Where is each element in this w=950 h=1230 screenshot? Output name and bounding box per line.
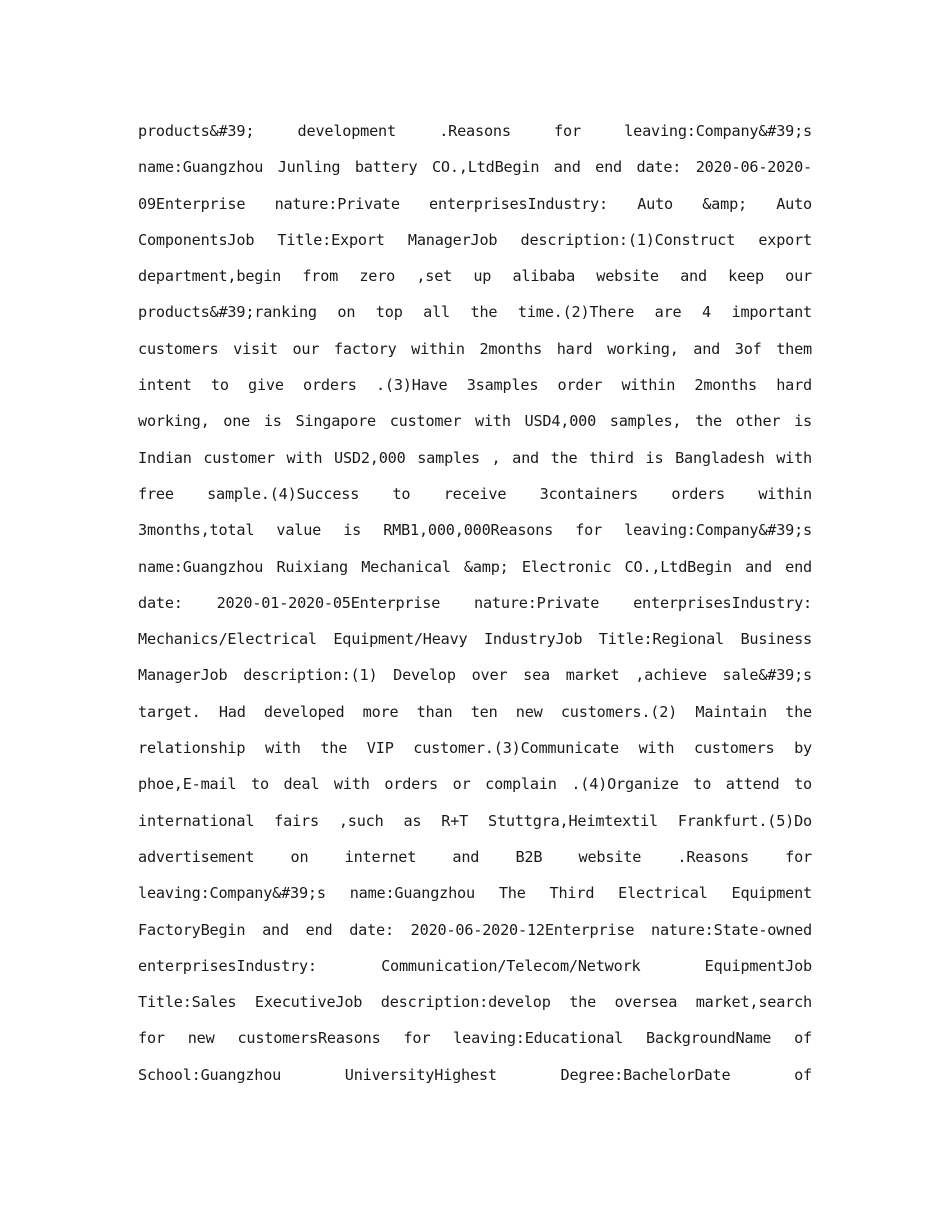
text-line: phoe,E-mail to deal with orders or complain .(4)Organize to attend to [138,775,812,794]
text-line: free sample.(4)Success to receive 3containers orders within [138,484,812,503]
text-line: intent to give orders .(3)Have 3samples order within 2months hard [138,376,812,395]
text-line: products&#39; development .Reasons for leaving:Company&#39;s [138,122,812,140]
text-line: Mechanics/Electrical Equipment/Heavy IndustryJob Title:Regional Business [138,630,812,649]
text-line: advertisement on internet and B2B website .Reasons for [138,847,812,866]
text-line: 09Enterprise nature:Private enterprisesIndustry: Auto &amp; Auto [138,194,812,213]
text-line: working, one is Singapore customer with USD4,000 samples, the other is [138,412,812,431]
text-line: ManagerJob description:(1) Develop over sea market ,achieve sale&#39;s [138,666,812,685]
text-line: relationship with the VIP customer.(3)Communicate with customers by [138,739,812,758]
text-line: Title:Sales ExecutiveJob description:develop the oversea market,search [138,993,812,1012]
text-line: for new customersReasons for leaving:Educational BackgroundName of [138,1029,812,1048]
text-line: name:Guangzhou Junling battery CO.,LtdBegin and end date: 2020-06-2020- [138,158,812,177]
text-line: leaving:Company&#39;s name:Guangzhou The Third Electrical Equipment [138,884,812,903]
text-line: ComponentsJob Title:Export ManagerJob description:(1)Construct export [138,230,812,249]
text-line: products&#39;ranking on top all the time.(2)There are 4 important [138,303,812,322]
text-line: 3months,total value is RMB1,000,000Reasons for leaving:Company&#39;s [138,521,812,540]
resume-body-text [138,113,812,1093]
text-line: department,begin from zero ,set up alibaba website and keep our [138,267,812,286]
text-line: School:Guangzhou UniversityHighest Degree:BachelorDate of [138,1065,812,1084]
text-line: international fairs ,such as R+T Stuttgra,Heimtextil Frankfurt.(5)Do [138,811,812,830]
text-line: Indian customer with USD2,000 samples , and the third is Bangladesh with [138,448,812,467]
text-line: FactoryBegin and end date: 2020-06-2020-12Enterprise nature:State-owned [138,920,812,939]
text-line: date: 2020-01-2020-05Enterprise nature:Private enterprisesIndustry: [138,593,812,612]
text-line: name:Guangzhou Ruixiang Mechanical &amp; Electronic CO.,LtdBegin and end [138,557,812,576]
text-line: customers visit our factory within 2months hard working, and 3of them [138,339,812,358]
text-line: enterprisesIndustry: Communication/Telecom/Network EquipmentJob [138,956,812,975]
text-line: target. Had developed more than ten new customers.(2) Maintain the [138,702,812,721]
